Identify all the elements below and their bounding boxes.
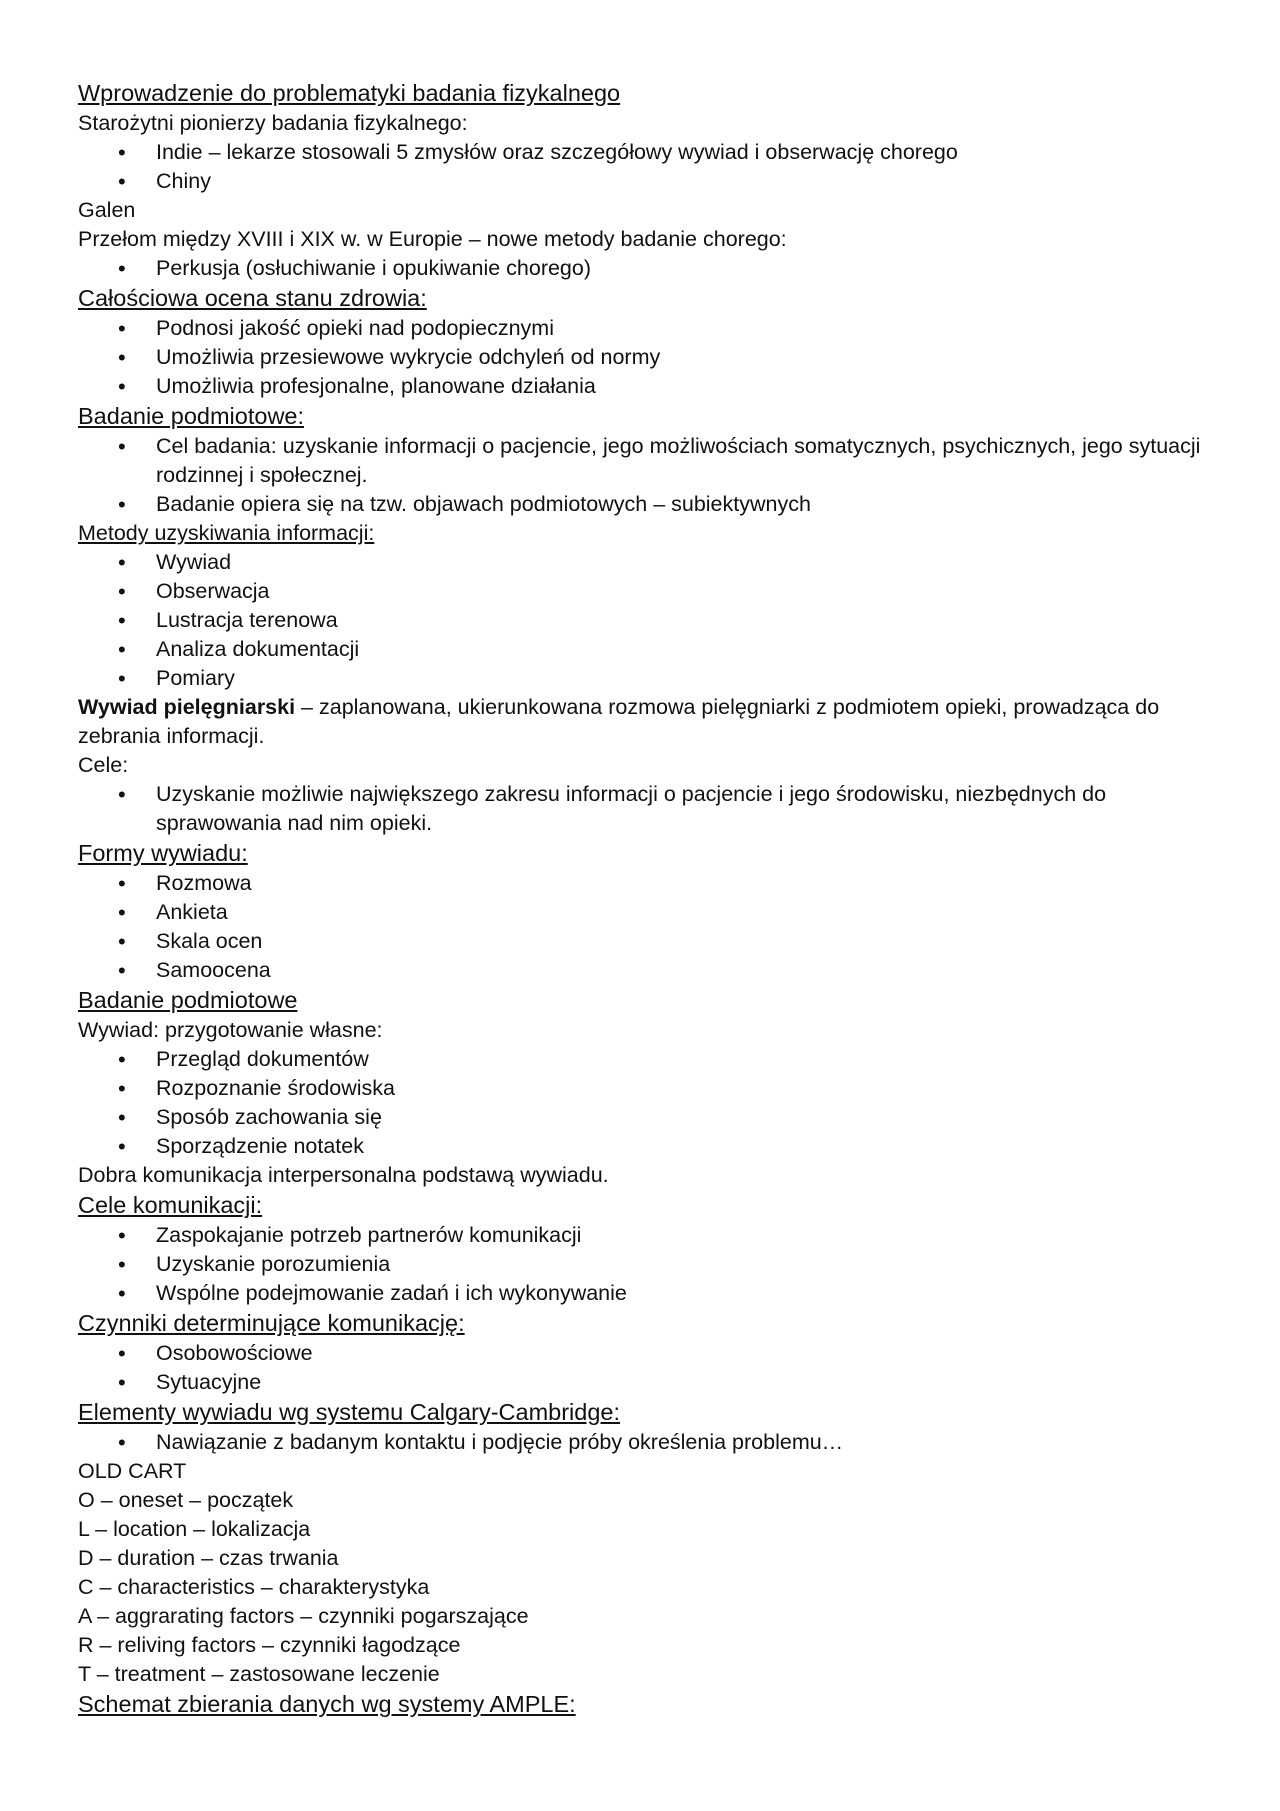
oldcart-line: L – location – lokalizacja [78,1517,311,1541]
oldcart-line: D – duration – czas trwania [78,1546,339,1570]
info-methods-heading: Metody uzyskiwania informacji: [78,521,375,545]
list-item [78,1250,1208,1279]
list-item-text: Wywiad [156,550,232,574]
bullet-icon: • [118,1252,126,1277]
list-item-text: Sporządzenie notatek [156,1134,364,1158]
goals-label: Cele: [78,753,129,777]
bullet-icon: • [118,316,126,341]
list-item-text: Indie – lekarze stosowali 5 zmysłów oraz szczegółowy wywiad i obserwację chorego [156,140,958,164]
pioneers-label: Starożytni pionierzy badania fizykalnego: [78,111,468,135]
list-item-text: Sytuacyjne [156,1370,262,1394]
list-item [78,780,1208,838]
list-item [78,1132,1208,1161]
bullet-icon: • [118,550,126,575]
list-item [78,577,1208,606]
bullet-icon: • [118,637,126,662]
list-item-text: Sposób zachowania się [156,1105,382,1129]
document-page [78,78,1208,1720]
list-item [78,1428,1208,1457]
oldcart-line: T – treatment – zastosowane leczenie [78,1662,440,1686]
list-item-text: Perkusja (osłuchiwanie i opukiwanie chorego) [156,256,592,280]
document-title: Wprowadzenie do problematyki badania fizykalnego [78,80,621,106]
list-item-text: Rozpoznanie środowiska [156,1076,396,1100]
nursing-interview-description: – zaplanowana, ukierunkowana rozmowa pielęgniarki z podmiotem opieki, prowadząca do zebrania informacji. [78,695,1160,748]
nursing-interview-definition [78,693,1208,751]
bullet-icon: • [118,256,126,281]
bullet-icon: • [118,140,126,165]
oldcart-line: O – oneset – początek [78,1488,294,1512]
oldcart-line: A – aggrarating factors – czynniki pogarszające [78,1604,529,1628]
list-item [78,1279,1208,1308]
list-item-text: Pomiary [156,666,235,690]
list-item [78,1221,1208,1250]
list-item-text: Cel badania: uzyskanie informacji o pacjencie, jego możliwościach somatycznych, psychicznych, jego sytuacji rodzinnej i społecznej. [156,434,1201,487]
oldcart-title: OLD CART [78,1459,187,1483]
list-item [78,898,1208,927]
list-item-text: Przegląd dokumentów [156,1047,369,1071]
bullet-icon: • [118,1134,126,1159]
bullet-icon: • [118,374,126,399]
communication-factors-heading: Czynniki determinujące komunikację: [78,1310,465,1336]
oldcart-line: C – characteristics – charakterystyka [78,1575,430,1599]
list-item-text: Analiza dokumentacji [156,637,360,661]
turn-of-century-text: Przełom między XVIII i XIX w. w Europie – nowe metody badanie chorego: [78,227,787,251]
list-item [78,1339,1208,1368]
bullet-icon: • [118,1281,126,1306]
bullet-icon: • [118,1223,126,1248]
oldcart-line: R – reliving factors – czynniki łagodzące [78,1633,461,1657]
list-item-text: Uzyskanie porozumienia [156,1252,391,1276]
bullet-icon: • [118,169,126,194]
list-item [78,314,1208,343]
holistic-assessment-list [78,314,1208,401]
list-item-text: Podnosi jakość opieki nad podopiecznymi [156,316,554,340]
list-item-text: Osobowościowe [156,1341,313,1365]
list-item-text: Skala ocen [156,929,263,953]
galen-text: Galen [78,198,136,222]
list-item [78,1368,1208,1397]
list-item [78,956,1208,985]
calgary-cambridge-list [78,1428,1208,1457]
bullet-icon: • [118,345,126,370]
info-methods-list [78,548,1208,693]
list-item [78,343,1208,372]
list-item-text: Wspólne podejmowanie zadań i ich wykonywanie [156,1281,627,1305]
list-item-text: Umożliwia profesjonalne, planowane działania [156,374,596,398]
bullet-icon: • [118,900,126,925]
bullet-icon: • [118,1341,126,1366]
ample-heading: Schemat zbierania danych wg systemy AMPLE: [78,1691,576,1717]
list-item-text: Rozmowa [156,871,252,895]
bullet-icon: • [118,608,126,633]
list-item [78,432,1208,490]
bullet-icon: • [118,1076,126,1101]
subjective-exam-heading-2: Badanie podmiotowe [78,987,298,1013]
bullet-icon: • [118,871,126,896]
list-item [78,548,1208,577]
list-item-text: Badanie opiera się na tzw. objawach podmiotowych – subiektywnych [156,492,811,516]
list-item [78,1045,1208,1074]
interview-forms-heading: Formy wywiadu: [78,840,248,866]
list-item-text: Uzyskanie możliwie największego zakresu informacji o pacjencie i jego środowisku, niezbędnych do sprawowania nad nim opieki. [156,782,1107,835]
list-item [78,138,1208,167]
bullet-icon: • [118,492,126,517]
list-item-text: Samoocena [156,958,271,982]
subjective-exam-list [78,432,1208,519]
list-item [78,372,1208,401]
bullet-icon: • [118,434,126,459]
interview-forms-list [78,869,1208,985]
nursing-interview-term: Wywiad pielęgniarski [78,695,296,719]
communication-factors-list [78,1339,1208,1397]
bullet-icon: • [118,1105,126,1130]
list-item-text: Obserwacja [156,579,270,603]
list-item [78,635,1208,664]
list-item-text: Ankieta [156,900,228,924]
list-item-text: Umożliwia przesiewowe wykrycie odchyleń od normy [156,345,661,369]
bullet-icon: • [118,1430,126,1455]
pioneers-list [78,138,1208,196]
communication-basis-text: Dobra komunikacja interpersonalna podstawą wywiadu. [78,1163,609,1187]
list-item [78,606,1208,635]
list-item [78,664,1208,693]
list-item [78,1103,1208,1132]
bullet-icon: • [118,579,126,604]
list-item-text: Chiny [156,169,211,193]
goals-list [78,780,1208,838]
list-item-text: Lustracja terenowa [156,608,338,632]
bullet-icon: • [118,782,126,807]
bullet-icon: • [118,1047,126,1072]
list-item-text: Zaspokajanie potrzeb partnerów komunikacji [156,1223,582,1247]
list-item-text: Nawiązanie z badanym kontaktu i podjęcie próby określenia problemu… [156,1430,844,1454]
bullet-icon: • [118,1370,126,1395]
calgary-cambridge-heading: Elementy wywiadu wg systemu Calgary-Cambridge: [78,1399,621,1425]
oldcart-list [78,1486,1208,1689]
preparation-label: Wywiad: przygotowanie własne: [78,1018,383,1042]
list-item [78,254,1208,283]
list-item [78,167,1208,196]
holistic-assessment-heading: Całościowa ocena stanu zdrowia: [78,285,427,311]
list-item [78,927,1208,956]
bullet-icon: • [118,929,126,954]
communication-goals-heading: Cele komunikacji: [78,1192,263,1218]
list-item [78,1074,1208,1103]
bullet-icon: • [118,958,126,983]
preparation-list [78,1045,1208,1161]
list-item [78,490,1208,519]
list-item [78,869,1208,898]
new-methods-list [78,254,1208,283]
bullet-icon: • [118,666,126,691]
communication-goals-list [78,1221,1208,1308]
subjective-exam-heading: Badanie podmiotowe: [78,403,305,429]
